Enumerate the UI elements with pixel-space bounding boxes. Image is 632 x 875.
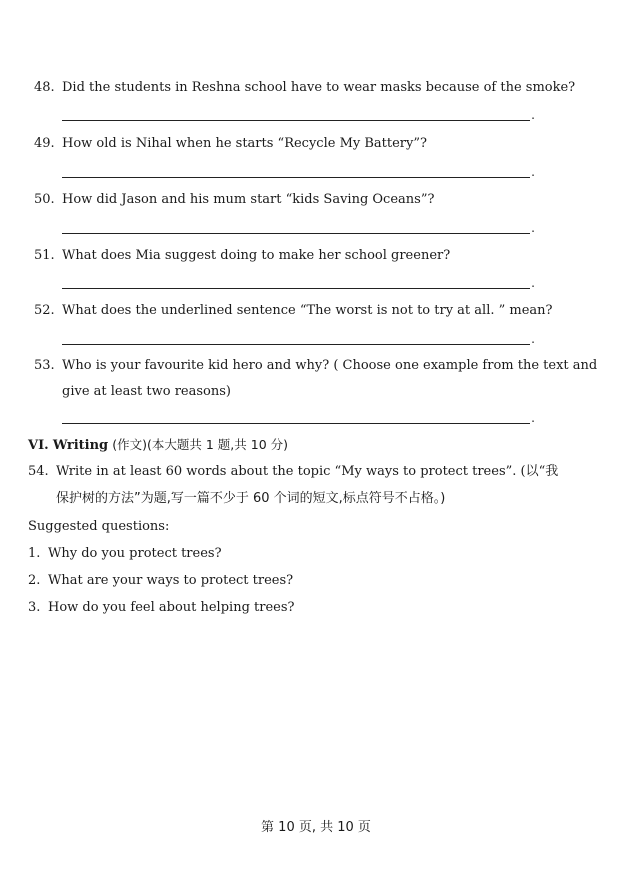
question-53 <box>34 356 597 376</box>
question-number: 52. <box>34 303 55 318</box>
section-roman: VI. <box>28 438 49 453</box>
section-subtitle: (作文)(本大题共 1 题,共 10 分) <box>112 437 289 452</box>
question-number: 49. <box>34 136 55 151</box>
question-54-continued: 保护树的方法”为题,写一篇不少于 60 个词的短文,标点符号不占格。) <box>56 491 446 506</box>
answer-line-50[interactable]: . <box>62 233 530 234</box>
question-text: Write in at least 60 words about the topic “My ways to protect trees”. (以“我 <box>56 464 559 479</box>
question-number: 54. <box>28 464 49 479</box>
question-54 <box>28 462 558 482</box>
question-text: What does the underlined sentence “The worst is not to try at all. ” mean? <box>62 303 553 318</box>
suggested-item <box>28 598 295 618</box>
question-50 <box>34 190 434 210</box>
question-text: Who is your favourite kid hero and why? ( Choose one example from the text and <box>62 358 598 373</box>
answer-line-52[interactable]: . <box>62 344 530 345</box>
question-text: How old is Nihal when he starts “Recycle My Battery”? <box>62 136 427 151</box>
question-text: Did the students in Reshna school have to wear masks because of the smoke? <box>62 80 576 95</box>
item-number: 1. <box>28 546 41 561</box>
suggested-label: Suggested questions: <box>28 519 170 534</box>
item-number: 2. <box>28 573 41 588</box>
section-title: Writing <box>52 438 109 453</box>
question-text: How did Jason and his mum start “kids Saving Oceans”? <box>62 192 435 207</box>
question-number: 48. <box>34 80 55 95</box>
page-footer: 第 10 页, 共 10 页 <box>261 820 371 835</box>
question-48 <box>34 78 575 98</box>
answer-line-48[interactable]: . <box>62 120 530 121</box>
answer-line-51[interactable]: . <box>62 288 530 289</box>
question-51 <box>34 246 450 266</box>
item-number: 3. <box>28 600 41 615</box>
question-text: What does Mia suggest doing to make her school greener? <box>62 248 451 263</box>
question-number: 53. <box>34 358 55 373</box>
item-text: Why do you protect trees? <box>48 546 222 561</box>
question-49 <box>34 134 427 154</box>
item-text: What are your ways to protect trees? <box>48 573 294 588</box>
question-number: 51. <box>34 248 55 263</box>
suggested-item <box>28 571 293 591</box>
question-53-continued: give at least two reasons) <box>62 384 231 399</box>
question-52 <box>34 301 553 321</box>
section-heading <box>28 435 288 456</box>
answer-line-49[interactable]: . <box>62 177 530 178</box>
answer-line-53[interactable]: . <box>62 423 530 424</box>
suggested-item <box>28 544 222 564</box>
item-text: How do you feel about helping trees? <box>48 600 295 615</box>
question-number: 50. <box>34 192 55 207</box>
